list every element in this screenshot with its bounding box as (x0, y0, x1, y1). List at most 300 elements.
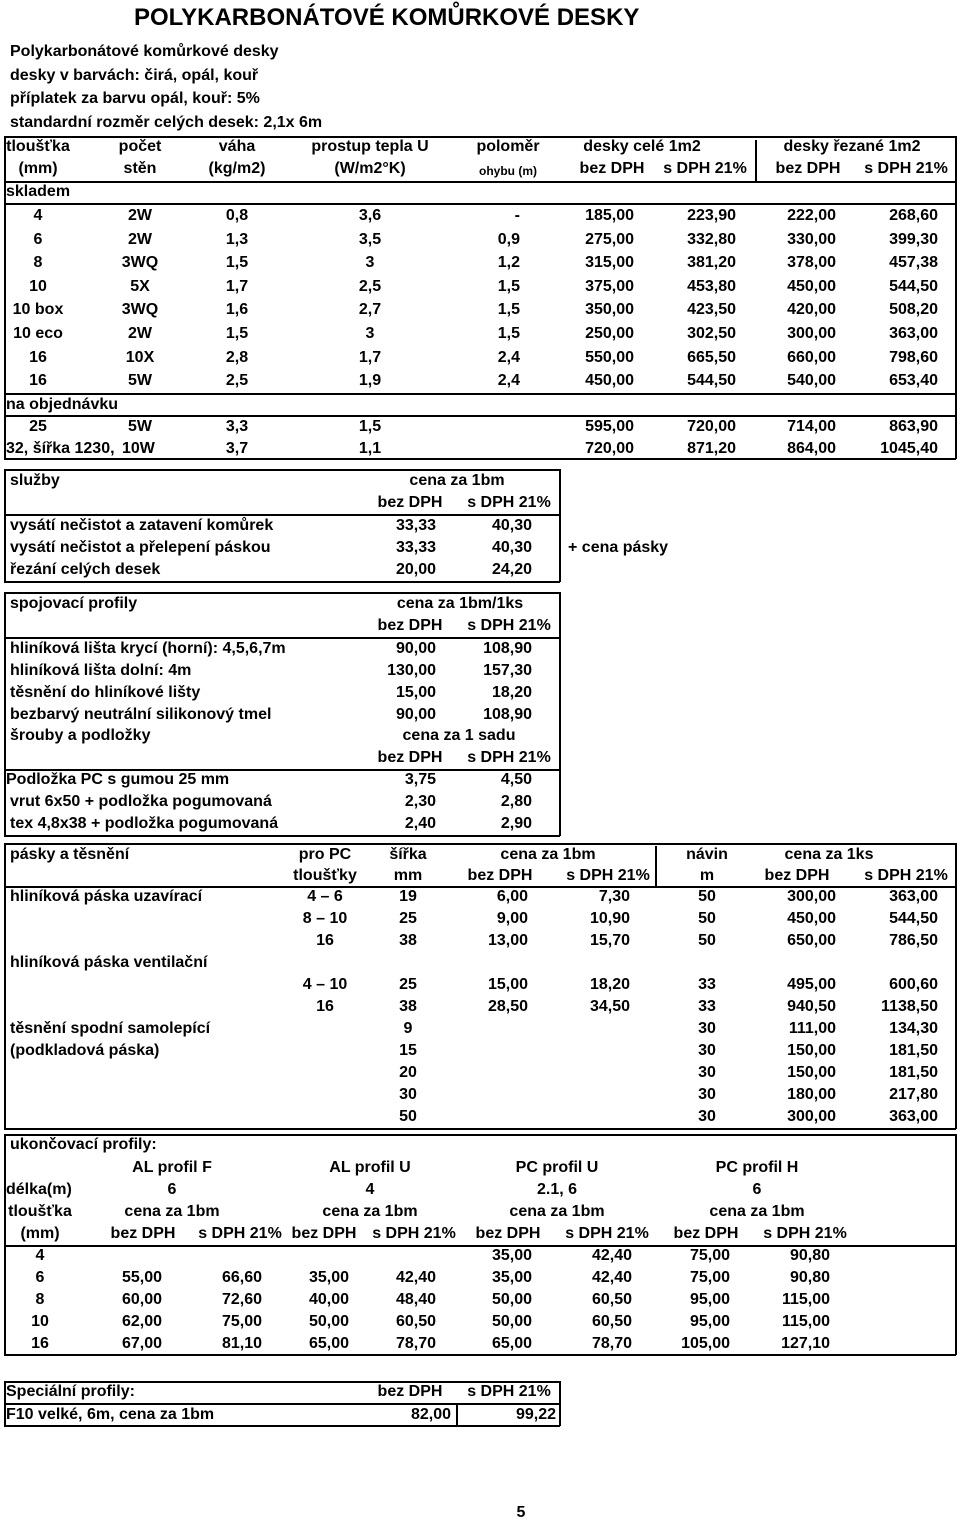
end-s: s DPH 21% (372, 1225, 456, 1242)
rule (559, 1381, 561, 1426)
price-s: 24,20 (491, 561, 532, 578)
u-cell: 1,1 (358, 440, 382, 457)
item-label: těsnění do hliníkové lišty (10, 684, 201, 701)
end-col-name: PC profil U (515, 1159, 599, 1176)
radius-cell: 1,5 (497, 301, 520, 319)
end-s: s DPH 21% (198, 1225, 282, 1242)
rule (559, 592, 561, 836)
weight-cell: 3,7 (225, 440, 249, 457)
u-cell: 2,5 (358, 277, 382, 295)
tape-bez-cell: 15,00 (487, 976, 528, 993)
header-thickness: tloušťka (6, 138, 70, 155)
weight-cell: 1,7 (225, 277, 249, 295)
tape-pc-bez-cell: 450,00 (787, 910, 836, 927)
item-label: hliníková lišta dolní: 4m (10, 662, 192, 679)
end-pch-s-cell: 115,00 (781, 1313, 830, 1330)
tape-thickness-cell: 4 – 10 (302, 976, 348, 993)
tapes-h-width: šířka (389, 846, 427, 863)
end-col-length: 6 (752, 1181, 762, 1198)
cut-s-cell: 653,40 (889, 372, 938, 390)
end-pcu-s-cell: 60,50 (591, 1291, 632, 1308)
cut-bez-cell: 300,00 (787, 325, 836, 342)
price-s: 2,90 (500, 815, 532, 832)
walls-cell: 2W (128, 325, 152, 342)
tapes-h-thick: tloušťky (293, 867, 357, 884)
tape-roll-cell: 30 (698, 1020, 716, 1037)
tape-pc-bez-cell: 650,00 (787, 932, 836, 949)
end-pch-s-cell: 127,10 (781, 1335, 830, 1352)
u-cell: 1,7 (358, 348, 382, 366)
tapes-s: s DPH 21% (566, 867, 650, 884)
tape-s-cell: 34,50 (589, 998, 630, 1015)
tape-pc-s-cell: 181,50 (889, 1064, 938, 1081)
u-cell: 3,5 (358, 230, 382, 248)
tape-roll-cell: 30 (698, 1108, 716, 1125)
thickness-cell: 32, šířka 1230, (6, 440, 115, 457)
cut-s-cell: 544,50 (889, 277, 938, 295)
end-pch-s-cell: 90,80 (789, 1247, 830, 1264)
thickness-cell: 6 (33, 230, 43, 248)
end-price-header: cena za 1bm (709, 1203, 805, 1220)
header-u-unit: (W/m2°K) (334, 160, 406, 177)
whole-s-cell: 332,80 (687, 230, 736, 248)
special-title: Speciální profily: (6, 1383, 135, 1400)
walls-cell: 5X (130, 277, 150, 295)
screws-s: s DPH 21% (467, 749, 551, 766)
header-weight-unit: (kg/m2) (208, 160, 266, 177)
end-thickness: tloušťka (8, 1203, 72, 1220)
cut-s-cell: 863,90 (889, 418, 938, 435)
cut-s-cell: 268,60 (889, 207, 938, 224)
tape-pc-bez-cell: 300,00 (787, 1108, 836, 1125)
rule (4, 1381, 6, 1426)
special-s-value: 99,22 (515, 1406, 556, 1423)
tapes-group: hliníková páska ventilační (10, 954, 208, 971)
whole-s-cell: 302,50 (687, 325, 736, 342)
end-bez: bez DPH (291, 1225, 357, 1242)
weight-cell: 1,5 (225, 254, 249, 272)
end-alu-s-cell: 78,70 (395, 1335, 436, 1352)
end-price-header: cena za 1bm (124, 1203, 220, 1220)
tapes-bez: bez DPH (764, 867, 830, 884)
end-f-bez-cell: 60,00 (121, 1291, 162, 1308)
price-bez: 15,00 (395, 684, 436, 701)
tape-roll-cell: 30 (698, 1042, 716, 1059)
profiles-title: spojovací profily (10, 595, 138, 612)
price-s: 108,90 (483, 640, 532, 657)
end-thickness-cell: 16 (31, 1335, 49, 1352)
whole-s-cell: 381,20 (687, 254, 736, 272)
tape-bez-cell: 13,00 (487, 932, 528, 949)
thickness-cell: 8 (33, 254, 43, 272)
tape-width-cell: 50 (399, 1108, 417, 1125)
thickness-cell: 10 eco (13, 325, 63, 342)
end-pch-bez-cell: 75,00 (689, 1269, 730, 1286)
rule (559, 469, 561, 582)
radius-cell: 2,4 (497, 372, 520, 390)
end-pcu-s-cell: 60,50 (591, 1313, 632, 1330)
price-s: 18,20 (491, 684, 532, 701)
price-s: 157,30 (483, 662, 532, 679)
rule (4, 181, 956, 183)
end-s: s DPH 21% (565, 1225, 649, 1242)
tape-pc-bez-cell: 495,00 (787, 976, 836, 993)
u-cell: 1,9 (358, 372, 382, 390)
end-col-length: 2.1, 6 (536, 1181, 578, 1198)
whole-s-cell: 544,50 (687, 372, 736, 390)
rule (4, 592, 6, 836)
profiles-price-header: cena za 1bm/1ks (396, 595, 524, 612)
end-pch-bez-cell: 95,00 (689, 1313, 730, 1330)
tape-pc-s-cell: 786,50 (889, 932, 938, 949)
tape-roll-cell: 50 (698, 910, 716, 927)
end-alu-bez-cell: 50,00 (308, 1313, 349, 1330)
item-label: Podložka PC s gumou 25 mm (6, 771, 230, 788)
item-label: vysátí nečistot a zatavení komůrek (10, 517, 274, 534)
services-price-header: cena za 1bm (409, 472, 505, 489)
whole-bez-cell: 185,00 (585, 207, 634, 224)
end-pcu-s-cell: 42,40 (591, 1269, 632, 1286)
end-bez: bez DPH (110, 1225, 176, 1242)
rule (4, 393, 956, 395)
radius-cell: 1,5 (497, 325, 520, 342)
end-length-label: délka(m) (6, 1181, 72, 1198)
walls-cell: 5W (128, 372, 152, 390)
cut-bez-cell: 450,00 (787, 277, 836, 295)
whole-bez-cell: 315,00 (585, 254, 634, 272)
rule (4, 1128, 956, 1130)
end-col-length: 4 (365, 1181, 375, 1198)
tape-pc-bez-cell: 300,00 (787, 888, 836, 905)
tape-width-cell: 9 (403, 1020, 413, 1037)
rule (4, 581, 560, 583)
rule (655, 846, 657, 886)
whole-s-cell: 720,00 (687, 418, 736, 435)
rule (755, 140, 757, 182)
tape-s-cell: 7,30 (598, 888, 630, 905)
end-f-bez-cell: 62,00 (121, 1313, 162, 1330)
tapes-h-for: pro PC (298, 846, 352, 863)
u-cell: 3,6 (358, 207, 382, 224)
end-pch-s-cell: 115,00 (781, 1291, 830, 1308)
end-pcu-bez-cell: 50,00 (491, 1291, 532, 1308)
item-label: tex 4,8x38 + podložka pogumovaná (10, 815, 279, 832)
tapes-h-mm: mm (393, 867, 423, 884)
header-radius-unit: ohybu (m) (479, 164, 537, 178)
cut-s-cell: 1045,40 (880, 440, 938, 457)
u-cell: 3 (365, 254, 375, 272)
tape-width-cell: 25 (399, 910, 417, 927)
tape-width-cell: 38 (399, 998, 417, 1015)
weight-cell: 3,3 (225, 418, 249, 435)
tape-pc-bez-cell: 180,00 (787, 1086, 836, 1103)
price-bez: 130,00 (387, 662, 436, 679)
profiles-s: s DPH 21% (467, 617, 551, 634)
tape-thickness-cell: 8 – 10 (302, 910, 348, 927)
screws-title: šrouby a podložky (10, 727, 151, 744)
end-thickness-cell: 8 (35, 1291, 45, 1308)
tapes-h-roll: návin (686, 846, 728, 863)
rule (4, 1134, 6, 1355)
tape-pc-bez-cell: 940,50 (787, 998, 836, 1015)
header-bez: bez DPH (579, 160, 645, 177)
services-note: + cena pásky (568, 539, 669, 556)
end-pcu-s-cell: 78,70 (591, 1335, 632, 1352)
whole-bez-cell: 250,00 (585, 325, 634, 342)
rule (456, 1404, 458, 1425)
whole-s-cell: 423,50 (687, 301, 736, 319)
tapes-title: pásky a těsnění (10, 846, 130, 863)
tapes-group: (podkladová páska) (10, 1042, 160, 1059)
tape-pc-s-cell: 363,00 (889, 888, 938, 905)
tape-pc-s-cell: 181,50 (889, 1042, 938, 1059)
end-alu-s-cell: 42,40 (395, 1269, 436, 1286)
services-s: s DPH 21% (467, 494, 551, 511)
u-cell: 3 (365, 325, 375, 342)
end-pch-bez-cell: 95,00 (689, 1291, 730, 1308)
cut-s-cell: 798,60 (889, 348, 938, 366)
rule (955, 843, 957, 1129)
radius-cell: 0,9 (497, 230, 520, 248)
price-bez: 3,75 (404, 771, 436, 788)
cut-bez-cell: 222,00 (787, 207, 836, 224)
price-bez: 33,33 (395, 539, 436, 556)
weight-cell: 1,3 (225, 230, 249, 248)
rule (955, 136, 957, 459)
header-walls: počet (118, 138, 162, 155)
tape-pc-s-cell: 1138,50 (881, 998, 938, 1015)
tape-pc-s-cell: 544,50 (889, 910, 938, 927)
price-bez: 2,40 (404, 815, 436, 832)
tape-bez-cell: 28,50 (487, 998, 528, 1015)
end-alu-bez-cell: 40,00 (308, 1291, 349, 1308)
tapes-s: s DPH 21% (864, 867, 948, 884)
services-title: služby (10, 472, 60, 489)
whole-s-cell: 665,50 (687, 348, 736, 366)
end-price-header: cena za 1bm (509, 1203, 605, 1220)
header-cut: desky řezané 1m2 (783, 138, 921, 155)
item-label: hliníková lišta krycí (horní): 4,5,6,7m (10, 640, 286, 657)
price-s: 40,30 (491, 517, 532, 534)
rule (4, 1354, 956, 1356)
walls-cell: 2W (128, 230, 152, 248)
tape-s-cell: 15,70 (589, 932, 630, 949)
section-stock: skladem (6, 183, 71, 200)
cut-bez-cell: 714,00 (787, 418, 836, 435)
cut-bez-cell: 540,00 (787, 372, 836, 390)
end-f-s-cell: 75,00 (221, 1313, 262, 1330)
end-pcu-bez-cell: 65,00 (491, 1335, 532, 1352)
cut-s-cell: 457,38 (889, 254, 938, 272)
whole-bez-cell: 375,00 (585, 277, 634, 295)
whole-bez-cell: 275,00 (585, 230, 634, 248)
intro-line: standardní rozměr celých desek: 2,1x 6m (10, 114, 323, 131)
price-s: 2,80 (500, 793, 532, 810)
header-thickness-unit: (mm) (18, 160, 58, 177)
cut-bez-cell: 660,00 (787, 348, 836, 366)
price-bez: 20,00 (395, 561, 436, 578)
tape-s-cell: 10,90 (589, 910, 630, 927)
end-pcu-s-cell: 42,40 (591, 1247, 632, 1264)
header-u: prostup tepla U (311, 138, 429, 155)
walls-cell: 3WQ (121, 254, 159, 272)
header-weight: váha (218, 138, 256, 155)
intro-line: Polykarbonátové komůrkové desky (10, 43, 279, 60)
walls-cell: 10X (125, 348, 155, 366)
whole-bez-cell: 720,00 (585, 440, 634, 457)
end-col-length: 6 (167, 1181, 177, 1198)
page-number: 5 (516, 1504, 526, 1521)
whole-bez-cell: 595,00 (585, 418, 634, 435)
tape-roll-cell: 30 (698, 1064, 716, 1081)
tape-pc-s-cell: 217,80 (889, 1086, 938, 1103)
cut-s-cell: 363,00 (889, 325, 938, 342)
weight-cell: 1,6 (225, 301, 249, 319)
tape-pc-bez-cell: 111,00 (788, 1020, 836, 1037)
end-pch-bez-cell: 105,00 (681, 1335, 730, 1352)
rule (955, 1134, 957, 1355)
rule (4, 843, 6, 1129)
header-walls-sub: stěn (123, 160, 157, 177)
special-bez: bez DPH (377, 1383, 443, 1400)
screws-price-header: cena za 1 sadu (402, 727, 516, 744)
tapes-h-price: cena za 1bm (500, 846, 596, 863)
cut-bez-cell: 378,00 (787, 254, 836, 272)
tape-pc-bez-cell: 150,00 (787, 1064, 836, 1081)
walls-cell: 5W (128, 418, 152, 435)
tapes-h-price-pc: cena za 1ks (784, 846, 874, 863)
end-f-bez-cell: 55,00 (121, 1269, 162, 1286)
end-col-name: PC profil H (715, 1159, 799, 1176)
end-bez: bez DPH (475, 1225, 541, 1242)
thickness-cell: 25 (29, 418, 47, 435)
header-bez: bez DPH (775, 160, 841, 177)
end-f-s-cell: 66,60 (221, 1269, 262, 1286)
tape-pc-bez-cell: 150,00 (787, 1042, 836, 1059)
section-order: na objednávku (6, 396, 119, 413)
tapes-bez: bez DPH (467, 867, 533, 884)
cut-bez-cell: 420,00 (787, 301, 836, 319)
end-alu-bez-cell: 65,00 (308, 1335, 349, 1352)
weight-cell: 1,5 (225, 325, 249, 342)
price-bez: 2,30 (404, 793, 436, 810)
header-radius: poloměr (476, 138, 540, 155)
intro-line: příplatek za barvu opál, kouř: 5% (10, 90, 260, 107)
end-pcu-bez-cell: 35,00 (491, 1247, 532, 1264)
tape-width-cell: 20 (399, 1064, 417, 1081)
u-cell: 1,5 (358, 418, 382, 435)
rule (4, 469, 6, 582)
end-col-name: AL profil F (132, 1159, 212, 1176)
rule (4, 136, 6, 459)
tape-width-cell: 38 (399, 932, 417, 949)
tape-thickness-cell: 16 (316, 932, 334, 949)
radius-cell: 1,5 (497, 277, 520, 295)
end-title: ukončovací profily: (10, 1136, 157, 1153)
end-pch-bez-cell: 75,00 (689, 1247, 730, 1264)
thickness-cell: 4 (33, 207, 43, 224)
tapes-group: hliníková páska uzavírací (10, 888, 203, 905)
end-pcu-bez-cell: 35,00 (491, 1269, 532, 1286)
end-f-bez-cell: 67,00 (121, 1335, 162, 1352)
end-alu-bez-cell: 35,00 (308, 1269, 349, 1286)
tape-width-cell: 15 (399, 1042, 417, 1059)
cut-s-cell: 508,20 (889, 301, 938, 319)
price-s: 4,50 (500, 771, 532, 788)
thickness-cell: 10 box (12, 301, 64, 319)
walls-cell: 3WQ (121, 301, 159, 319)
tape-roll-cell: 50 (698, 888, 716, 905)
whole-bez-cell: 450,00 (585, 372, 634, 390)
special-s: s DPH 21% (467, 1383, 551, 1400)
services-bez: bez DPH (377, 494, 443, 511)
cut-bez-cell: 864,00 (787, 440, 836, 457)
price-bez: 33,33 (395, 517, 436, 534)
special-bez-value: 82,00 (410, 1406, 451, 1423)
end-thickness-cell: 10 (31, 1313, 49, 1330)
weight-cell: 2,5 (225, 372, 249, 390)
tape-roll-cell: 30 (698, 1086, 716, 1103)
tape-pc-s-cell: 363,00 (889, 1108, 938, 1125)
profiles-bez: bez DPH (377, 617, 443, 634)
tapes-h-m: m (699, 867, 715, 884)
radius-cell: 2,4 (497, 348, 520, 366)
header-whole: desky celé 1m2 (583, 138, 701, 155)
rule (4, 458, 956, 460)
item-label: vrut 6x50 + podložka pogumovaná (10, 793, 272, 810)
tape-pc-s-cell: 600,60 (889, 976, 938, 993)
price-bez: 90,00 (395, 706, 436, 723)
header-s: s DPH 21% (663, 160, 747, 177)
price-s: 40,30 (491, 539, 532, 556)
end-f-s-cell: 81,10 (221, 1335, 262, 1352)
rule (4, 203, 956, 205)
end-pcu-bez-cell: 50,00 (491, 1313, 532, 1330)
screws-bez: bez DPH (377, 749, 443, 766)
radius-cell: - (514, 207, 520, 224)
end-col-name: AL profil U (329, 1159, 411, 1176)
tape-s-cell: 18,20 (589, 976, 630, 993)
page-title: POLYKARBONÁTOVÉ KOMŮRKOVÉ DESKY (134, 4, 640, 31)
end-price-header: cena za 1bm (322, 1203, 418, 1220)
whole-s-cell: 871,20 (687, 440, 736, 457)
price-s: 108,90 (483, 706, 532, 723)
header-s: s DPH 21% (864, 160, 948, 177)
end-thickness-cell: 4 (35, 1247, 45, 1264)
tape-roll-cell: 33 (698, 998, 716, 1015)
end-alu-s-cell: 60,50 (395, 1313, 436, 1330)
end-f-s-cell: 72,60 (221, 1291, 262, 1308)
whole-bez-cell: 550,00 (585, 348, 634, 366)
whole-bez-cell: 350,00 (585, 301, 634, 319)
tape-width-cell: 19 (399, 888, 417, 905)
whole-s-cell: 223,90 (687, 207, 736, 224)
item-label: vysátí nečistot a přelepení páskou (10, 539, 271, 556)
end-bez: bez DPH (673, 1225, 739, 1242)
item-label: bezbarvý neutrální silikonový tmel (10, 706, 272, 723)
end-thickness-cell: 6 (35, 1269, 45, 1286)
tape-pc-s-cell: 134,30 (889, 1020, 938, 1037)
tape-thickness-cell: 16 (316, 998, 334, 1015)
thickness-cell: 16 (29, 348, 47, 366)
intro-line: desky v barvách: čirá, opál, kouř (10, 67, 259, 84)
tape-bez-cell: 9,00 (496, 910, 528, 927)
tape-width-cell: 25 (399, 976, 417, 993)
thickness-cell: 10 (29, 277, 47, 295)
walls-cell: 2W (128, 207, 152, 224)
end-s: s DPH 21% (763, 1225, 847, 1242)
cut-s-cell: 399,30 (889, 230, 938, 248)
